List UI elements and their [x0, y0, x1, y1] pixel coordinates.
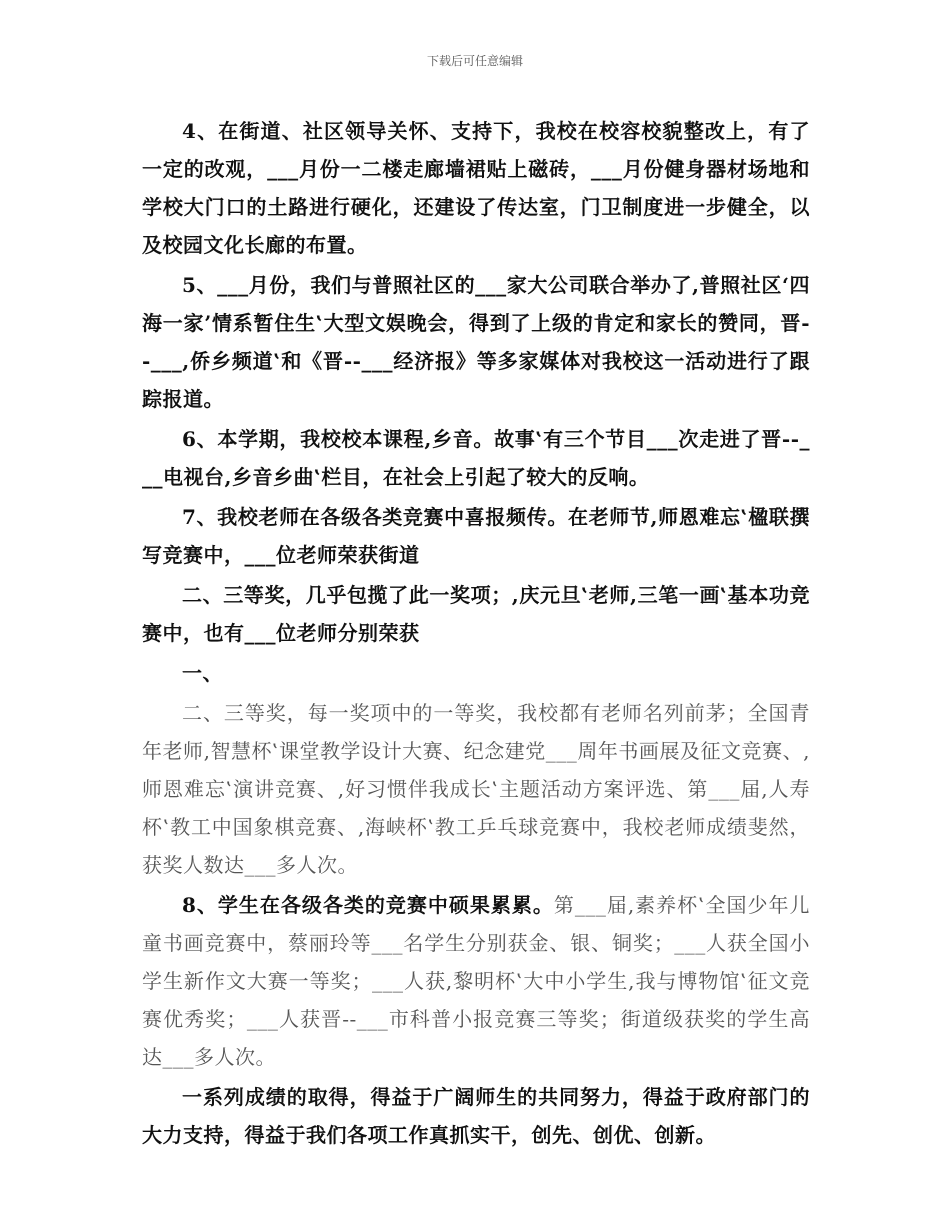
paragraph-item-6: 6、本学期，我校校本课程,乡音。故事‛有三个节目___次走进了晋--___电视台,乡音乡曲‛栏目，在社会上引起了较大的反响。 — [142, 427, 810, 489]
document-body — [142, 112, 810, 1156]
paragraph-item-8-body: 第___届,素养杯‛全国少年儿童书画竞赛中，蔡丽玲等___名学生分别获金、银、铜奖；___人获全国小学生新作文大赛一等奖；___人获,黎明杯‛大中小学生,我与博物馆‛征文竞赛优秀奖；___人获晋--___市科普小报竞赛三等奖；街道级获奖的学生高达___多人次。 — [142, 893, 811, 1069]
paragraph-item-7-continued: 二、三等奖，几乎包揽了此一奖项；,庆元旦‛老师,三笔一画‛基本功竞赛中，也有___位老师分别荣获 — [142, 583, 810, 645]
paragraph-item-8-lead: 8、学生在各级各类的竞赛中硕果累累。 — [182, 893, 554, 917]
paragraph-item-8 — [142, 886, 810, 1076]
paragraph-item-4: 4、在街道、社区领导关怀、支持下，我校在校容校貌整改上，有了一定的改观，___月份一二楼走廊墙裙贴上磁砖，___月份健身器材场地和学校大门口的土路进行硬化，还建设了传达室，门卫制度进一步健全，以及校园文化长廊的布置。 — [142, 119, 810, 257]
paragraph-item-7: 7、我校老师在各级各类竞赛中喜报频传。在老师节,师恩难忘‛楹联撰写竞赛中，___位老师荣获街道 — [142, 505, 810, 567]
paragraph-conclusion: 一系列成绩的取得，得益于广阔师生的共同努力，得益于政府部门的大力支持，得益于我们各项工作真抓实干，创先、创优、创新。 — [142, 1085, 810, 1147]
page-header: 下载后可任意编辑 — [426, 54, 523, 68]
paragraph-awards-list: 二、三等奖，每一奖项中的一等奖，我校都有老师名列前茅；全国青年老师,智慧杯‛课堂教学设计大赛、纪念建党___周年书画展及征文竞赛、,师恩难忘‛演讲竞赛、,好习惯伴我成长‛主题活动方案评选、第___届,人寿杯‛教工中国象棋竞赛、,海峡杯‛教工乒乓球竞赛中，我校老师成绩斐然，获奖人数达___多人次。 — [142, 701, 810, 877]
paragraph-item-7-fragment: 一、 — [182, 661, 223, 685]
paragraph-item-5: 5、___月份，我们与普照社区的___家大公司联合举办了,普照社区‘四海一家’情系暂住生‛大型文娱晚会，得到了上级的肯定和家长的赞同，晋--___,侨乡频道‛和《晋--___经济报》等多家媒体对我校这一活动进行了跟踪报道。 — [142, 273, 810, 411]
